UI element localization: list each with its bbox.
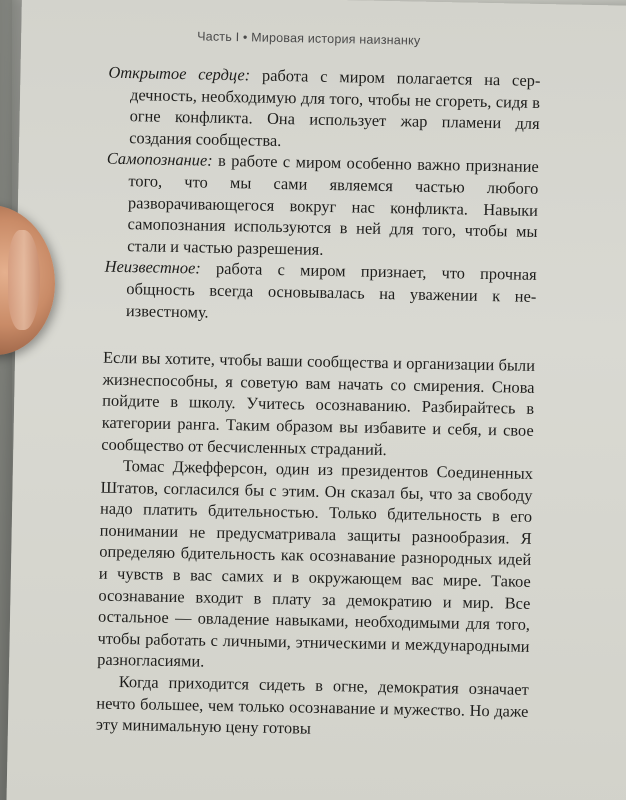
definition-term: Неизвестное: bbox=[104, 256, 201, 278]
definition-unknown bbox=[104, 256, 537, 329]
definition-text: работа с миром полагается на сердечность, необходимую для того, чтобы не сгореть, сидя в огне конфликта. Она использует жар пламени для создания сообщества. bbox=[129, 65, 541, 150]
book-page bbox=[6, 0, 626, 800]
definition-text: в работе с миром особенно важно признание того, что мы сами являемся частью любого разворачивающегося вокруг нас конфликта. Навыки самопознания используются в ней для того, чтобы мы стали и частью разрешения. bbox=[127, 151, 539, 259]
definition-text: работа с миром признает, что прочная общность всегда основывалась на уважении к неизвестному. bbox=[125, 258, 537, 322]
running-head: Часть I • Мировая история наизнанку bbox=[197, 29, 421, 48]
definition-term: Открытое сердце: bbox=[108, 62, 251, 85]
definition-term: Самопознание: bbox=[106, 149, 213, 171]
definition-open-heart bbox=[107, 62, 541, 157]
page-text bbox=[96, 62, 541, 744]
body-paragraph: Когда приходится сидеть в огне, демократия означает нечто большее, чем только осознавание и мужество. Но даже эту минимальную цену готовы bbox=[95, 672, 529, 738]
thumb-nail bbox=[8, 230, 40, 330]
body-paragraph: Томас Джефферсон, один из президентов Соединенных Штатов, согласился бы с этим. Он сказал бы, что за свободу надо платить бдительностью. Только бдительность в его понимании не предусматривала защиты разнообразия. Я определяю бдительность как осознавание разнородных идей и чувств в вас самих и в окружающем вас мире. Такое осознавание входит в плату за демократию и мир. Все остальное — овладение навыками, необходимыми для того, чтобы работать с личными, этническими и международными разногласиями. bbox=[97, 456, 534, 672]
body-paragraph: Если вы хотите, чтобы ваши сообщества и организации были жизнеспособны, я советую вам начать со смирения. Снова пойдите в школу. Учитесь осознаванию. Разбирайтесь в категории ранга. Таким образом вы избавите и себя, и свое сообщество от бесчисленных страданий. bbox=[101, 347, 536, 459]
definition-self-knowledge bbox=[105, 148, 539, 264]
